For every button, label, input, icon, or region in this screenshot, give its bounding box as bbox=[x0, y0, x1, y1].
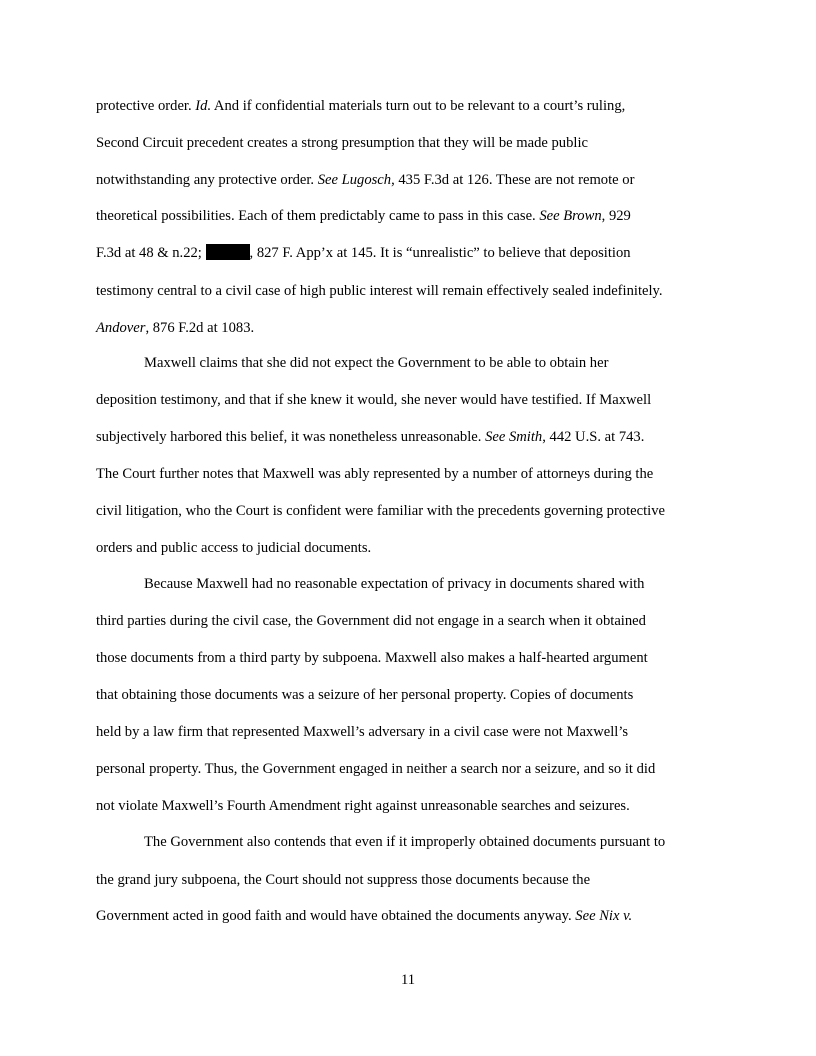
paragraph-2-line-1: Maxwell claims that she did not expect the Government to be able to obtain her bbox=[144, 355, 609, 371]
paragraph-1-line-7: Andover, 876 F.2d at 1083. bbox=[96, 320, 255, 336]
paragraph-3-line-2: third parties during the civil case, the Government did not engage in a search when it obtained bbox=[96, 613, 646, 629]
citation-id: Id. bbox=[195, 98, 212, 114]
paragraph-2-line-5: civil litigation, who the Court is confident were familiar with the precedents governing protective bbox=[96, 503, 665, 519]
paragraph-2-line-2: deposition testimony, and that if she knew it would, she never would have testified. If Maxwell bbox=[96, 392, 652, 408]
paragraph-1-line-5: F.3d at 48 & n.22; , 827 F. App’x at 145. It is “unrealistic” to believe that deposition bbox=[96, 245, 631, 261]
paragraph-3-line-1: Because Maxwell had no reasonable expectation of privacy in documents shared with bbox=[144, 576, 645, 592]
paragraph-1-line-2: Second Circuit precedent creates a strong presumption that they will be made public bbox=[96, 135, 588, 151]
paragraph-3-line-7: not violate Maxwell’s Fourth Amendment right against unreasonable searches and seizures. bbox=[96, 798, 630, 814]
paragraph-2-line-4: The Court further notes that Maxwell was ably represented by a number of attorneys during the bbox=[96, 466, 654, 482]
paragraph-4-line-1: The Government also contends that even if it improperly obtained documents pursuant to bbox=[144, 834, 666, 850]
paragraph-2-line-6: orders and public access to judicial documents. bbox=[96, 540, 372, 556]
paragraph-4-line-3: Government acted in good faith and would have obtained the documents anyway. See Nix v. bbox=[96, 908, 633, 924]
paragraph-1-line-1: protective order. Id. And if confidential materials turn out to be relevant to a court’s ruling, bbox=[96, 98, 626, 114]
citation-lugosch: See Lugosch bbox=[317, 172, 392, 188]
paragraph-3-line-3: those documents from a third party by subpoena. Maxwell also makes a half-hearted argument bbox=[96, 650, 648, 666]
paragraph-4-line-2: the grand jury subpoena, the Court should not suppress those documents because the bbox=[96, 872, 591, 888]
paragraph-1-line-3: notwithstanding any protective order. See Lugosch, 435 F.3d at 126. These are not remote or bbox=[96, 172, 635, 188]
paragraph-3-line-6: personal property. Thus, the Government engaged in neither a search nor a seizure, and so it did bbox=[96, 761, 656, 777]
paragraph-3-line-5: held by a law firm that represented Maxwell’s adversary in a civil case were not Maxwell’s bbox=[96, 724, 629, 740]
citation-brown: See Brown bbox=[539, 208, 602, 224]
paragraph-2-line-3: subjectively harbored this belief, it was nonetheless unreasonable. See Smith, 442 U.S. at 743. bbox=[96, 429, 645, 445]
redaction-block bbox=[206, 244, 250, 260]
citation-nix: See Nix v. bbox=[575, 908, 633, 924]
page-number: 11 bbox=[400, 972, 416, 988]
citation-andover: Andover bbox=[96, 320, 146, 336]
paragraph-1-line-4: theoretical possibilities. Each of them predictably came to pass in this case. See Brown, 929 bbox=[96, 208, 631, 224]
paragraph-3-line-4: that obtaining those documents was a seizure of her personal property. Copies of documents bbox=[96, 687, 634, 703]
paragraph-1-line-6: testimony central to a civil case of high public interest will remain effectively sealed indefinitely. bbox=[96, 283, 663, 299]
citation-smith: See Smith bbox=[485, 429, 543, 445]
